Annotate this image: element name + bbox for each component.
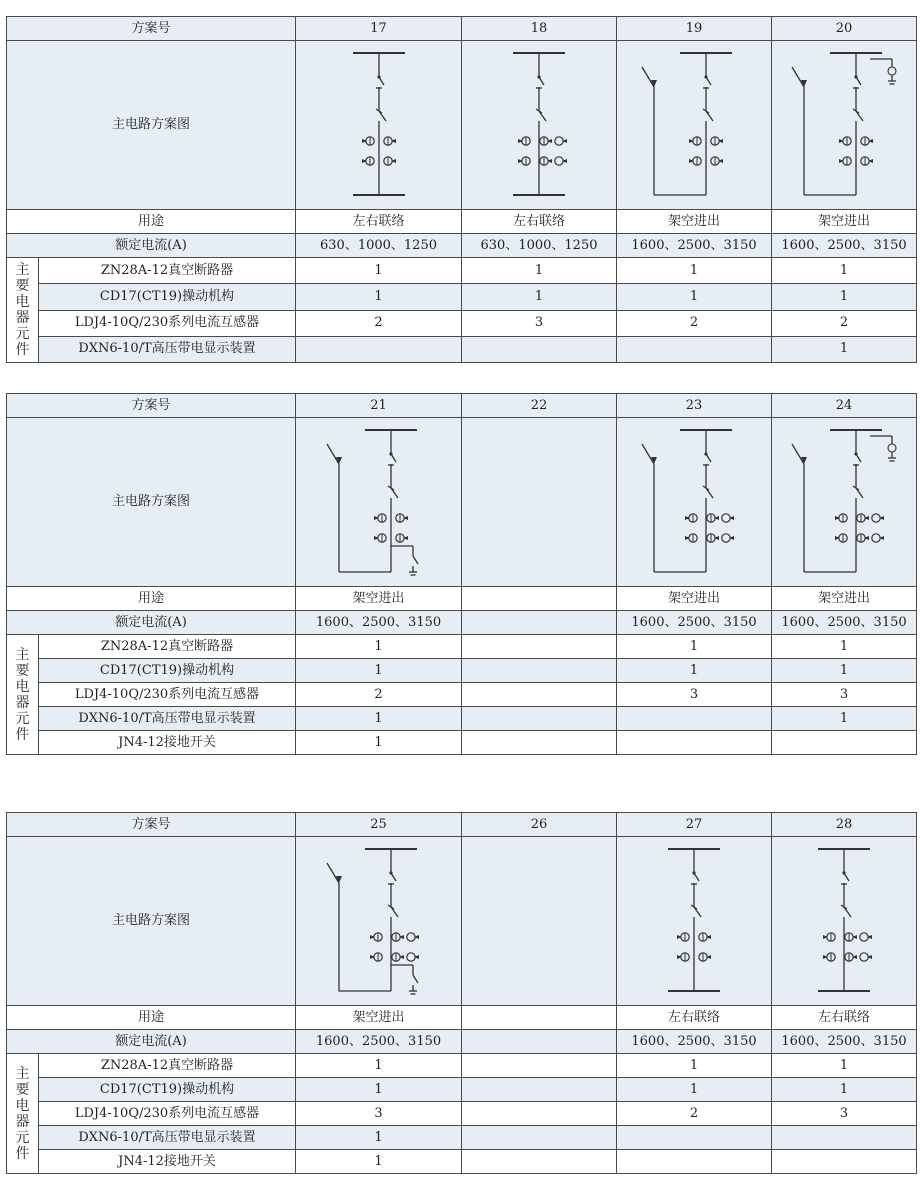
current-transformer-symbol [823, 953, 857, 961]
circuit-diagram [774, 45, 914, 205]
surge-arrester-symbol [642, 67, 657, 87]
component-qty [462, 707, 617, 731]
rated-current-value: 630、1000、1250 [296, 234, 462, 258]
surge-arrester-symbol [792, 67, 807, 87]
rated-current-value: 630、1000、1250 [462, 234, 617, 258]
component-name: LDJ4-10Q/230系列电流互感器 [39, 1102, 296, 1126]
rated-current-value: 1600、2500、3150 [772, 611, 917, 635]
component-qty: 1 [772, 635, 917, 659]
rated-current-value: 1600、2500、3150 [617, 1030, 772, 1054]
circuit-diagram-cell [296, 837, 462, 1006]
component-qty: 3 [296, 1102, 462, 1126]
component-qty [617, 707, 772, 731]
earth-switch-symbol [409, 546, 418, 575]
component-qty [462, 731, 617, 755]
component-qty: 1 [617, 1078, 772, 1102]
circuit-breaker-symbol [376, 105, 386, 127]
usage-row [7, 1006, 917, 1030]
usage-label: 用途 [7, 587, 296, 611]
circuit-breaker-symbol [853, 105, 863, 127]
circuit-diagram [469, 45, 609, 205]
component-qty: 1 [772, 1078, 917, 1102]
rated-current-label: 额定电流(A) [7, 611, 296, 635]
circuit-diagram [624, 422, 764, 582]
circuit-breaker-symbol [388, 901, 398, 923]
scheme-number: 23 [617, 394, 772, 418]
current-transformer-symbol [370, 953, 404, 961]
component-qty [462, 1078, 617, 1102]
component-qty: 3 [772, 683, 917, 707]
current-transformer-symbol [685, 534, 719, 542]
scheme-number: 19 [617, 17, 772, 41]
circuit-breaker-symbol [703, 482, 713, 504]
circuit-diagram [624, 45, 764, 205]
component-qty [462, 683, 617, 707]
component-row [7, 1126, 917, 1150]
component-qty [462, 1150, 617, 1174]
component-qty [617, 731, 772, 755]
circuit-diagram [469, 841, 609, 1001]
component-name: LDJ4-10Q/230系列电流互感器 [39, 683, 296, 707]
component-group-label: 主 要 电 器 元 件 [7, 258, 39, 363]
usage-value: 架空进出 [772, 587, 917, 611]
current-transformer-symbol [406, 953, 418, 961]
component-row [7, 707, 917, 731]
circuit-diagram-cell [617, 41, 772, 210]
usage-value: 左右联络 [617, 1006, 772, 1030]
usage-value: 左右联络 [772, 1006, 917, 1030]
component-qty [617, 1150, 772, 1174]
scheme-number: 25 [296, 813, 462, 837]
circuit-diagram [624, 841, 764, 1001]
usage-value: 架空进出 [617, 587, 772, 611]
scheme-number-label: 方案号 [7, 813, 296, 837]
current-transformer-symbol [823, 933, 857, 941]
component-qty [462, 659, 617, 683]
scheme-number: 21 [296, 394, 462, 418]
component-row [7, 284, 917, 310]
circuit-diagram-cell [462, 41, 617, 210]
component-qty: 1 [296, 731, 462, 755]
circuit-diagram-cell [617, 418, 772, 587]
circuit-breaker-symbol [536, 105, 546, 127]
scheme-number: 28 [772, 813, 917, 837]
circuit-diagram [309, 841, 449, 1001]
rated-current-row [7, 1030, 917, 1054]
component-qty: 1 [296, 1054, 462, 1078]
current-transformer-symbol [835, 534, 869, 542]
component-row [7, 683, 917, 707]
rated-current-value: 1600、2500、3150 [296, 611, 462, 635]
component-row [7, 1150, 917, 1174]
component-qty [462, 1102, 617, 1126]
circuit-diagram [774, 841, 914, 1001]
component-qty: 1 [296, 258, 462, 284]
component-qty: 1 [296, 659, 462, 683]
component-qty: 2 [296, 683, 462, 707]
earth-switch-symbol [409, 965, 418, 994]
circuit-diagram-cell [296, 41, 462, 210]
rated-current-value: 1600、2500、3150 [296, 1030, 462, 1054]
component-name: CD17(CT19)操动机构 [39, 1078, 296, 1102]
component-qty: 1 [296, 284, 462, 310]
usage-label: 用途 [7, 210, 296, 234]
component-name: LDJ4-10Q/230系列电流互感器 [39, 310, 296, 336]
current-transformer-symbol [685, 514, 719, 522]
component-qty [772, 731, 917, 755]
usage-label: 用途 [7, 1006, 296, 1030]
current-transformer-symbol [722, 534, 734, 542]
component-name: DXN6-10/T高压带电显示装置 [39, 336, 296, 362]
circuit-diagram-cell [462, 837, 617, 1006]
circuit-breaker-symbol [388, 482, 398, 504]
current-transformer-symbol [518, 157, 552, 165]
component-qty: 1 [772, 284, 917, 310]
component-row [7, 1102, 917, 1126]
scheme-number: 20 [772, 17, 917, 41]
component-row [7, 336, 917, 362]
component-name: CD17(CT19)操动机构 [39, 659, 296, 683]
component-qty [462, 635, 617, 659]
scheme-number: 27 [617, 813, 772, 837]
component-qty: 1 [296, 635, 462, 659]
circuit-diagram [774, 422, 914, 582]
current-transformer-symbol [872, 514, 884, 522]
component-qty: 3 [617, 683, 772, 707]
component-group-label: 主 要 电 器 元 件 [7, 1054, 39, 1174]
component-qty: 3 [462, 310, 617, 336]
current-transformer-symbol [555, 157, 567, 165]
diagram-label: 主电路方案图 [7, 837, 296, 1006]
scheme-number-label: 方案号 [7, 17, 296, 41]
component-qty: 1 [296, 1126, 462, 1150]
usage-value: 左右联络 [296, 210, 462, 234]
rated-current-value: 1600、2500、3150 [617, 234, 772, 258]
diagram-row [7, 837, 917, 1006]
circuit-diagram-cell [296, 418, 462, 587]
disconnector-symbol [388, 446, 396, 470]
usage-value: 架空进出 [772, 210, 917, 234]
usage-row [7, 210, 917, 234]
component-row [7, 310, 917, 336]
rated-current-value [462, 1030, 617, 1054]
circuit-breaker-symbol [853, 482, 863, 504]
component-qty [462, 1054, 617, 1078]
component-row [7, 731, 917, 755]
component-qty [296, 336, 462, 362]
scheme-number-row [7, 394, 917, 418]
diagram-label: 主电路方案图 [7, 41, 296, 210]
component-qty: 1 [617, 284, 772, 310]
scheme-number: 17 [296, 17, 462, 41]
rated-current-row [7, 234, 917, 258]
component-qty: 1 [296, 1150, 462, 1174]
scheme-table-17-20 [6, 16, 917, 363]
component-qty: 1 [462, 258, 617, 284]
component-name: ZN28A-12真空断路器 [39, 258, 296, 284]
component-row [7, 1078, 917, 1102]
scheme-number-label: 方案号 [7, 394, 296, 418]
component-name: DXN6-10/T高压带电显示装置 [39, 707, 296, 731]
rated-current-label: 额定电流(A) [7, 1030, 296, 1054]
component-group-label: 主 要 电 器 元 件 [7, 635, 39, 755]
scheme-table-21-24 [6, 393, 917, 755]
diagram-row [7, 41, 917, 210]
component-qty: 2 [296, 310, 462, 336]
scheme-number: 22 [462, 394, 617, 418]
circuit-diagram [309, 45, 449, 205]
scheme-number: 26 [462, 813, 617, 837]
scheme-number-row [7, 17, 917, 41]
component-qty: 1 [772, 707, 917, 731]
component-qty: 1 [772, 336, 917, 362]
disconnector-symbol [388, 865, 396, 889]
component-name: JN4-12接地开关 [39, 1150, 296, 1174]
circuit-diagram-cell [772, 41, 917, 210]
circuit-diagram-cell [617, 837, 772, 1006]
usage-value [462, 587, 617, 611]
rated-current-value: 1600、2500、3150 [617, 611, 772, 635]
diagram-label: 主电路方案图 [7, 418, 296, 587]
disconnector-symbol [853, 69, 861, 93]
current-transformer-symbol [555, 137, 567, 145]
live-display-symbol [888, 436, 896, 461]
disconnector-symbol [691, 865, 699, 889]
rated-current-row [7, 611, 917, 635]
disconnector-symbol [853, 446, 861, 470]
current-transformer-symbol [860, 933, 872, 941]
disconnector-symbol [376, 69, 384, 93]
circuit-breaker-symbol [691, 901, 701, 923]
component-qty: 3 [772, 1102, 917, 1126]
diagram-row [7, 418, 917, 587]
scheme-number: 18 [462, 17, 617, 41]
current-transformer-symbol [872, 534, 884, 542]
rated-current-label: 额定电流(A) [7, 234, 296, 258]
component-qty: 2 [772, 310, 917, 336]
component-qty: 1 [296, 707, 462, 731]
component-qty: 1 [617, 1054, 772, 1078]
circuit-breaker-symbol [703, 105, 713, 127]
current-transformer-symbol [370, 933, 404, 941]
disconnector-symbol [703, 446, 711, 470]
component-qty [772, 1150, 917, 1174]
usage-value: 架空进出 [296, 587, 462, 611]
component-qty [617, 1126, 772, 1150]
disconnector-symbol [536, 69, 544, 93]
component-name: JN4-12接地开关 [39, 731, 296, 755]
rated-current-value: 1600、2500、3150 [772, 1030, 917, 1054]
current-transformer-symbol [860, 953, 872, 961]
component-qty: 2 [617, 310, 772, 336]
component-qty: 1 [772, 659, 917, 683]
component-qty: 1 [617, 635, 772, 659]
surge-arrester-symbol [792, 444, 807, 464]
usage-value: 架空进出 [296, 1006, 462, 1030]
disconnector-symbol [703, 69, 711, 93]
component-qty: 1 [462, 284, 617, 310]
component-name: ZN28A-12真空断路器 [39, 1054, 296, 1078]
current-transformer-symbol [406, 933, 418, 941]
current-transformer-symbol [722, 514, 734, 522]
surge-arrester-symbol [642, 444, 657, 464]
component-qty [772, 1126, 917, 1150]
component-qty [462, 1126, 617, 1150]
usage-value: 架空进出 [617, 210, 772, 234]
current-transformer-symbol [518, 137, 552, 145]
component-qty: 1 [617, 258, 772, 284]
disconnector-symbol [841, 865, 849, 889]
scheme-number-row [7, 813, 917, 837]
surge-arrester-symbol [327, 444, 342, 464]
usage-value: 左右联络 [462, 210, 617, 234]
circuit-breaker-symbol [841, 901, 851, 923]
rated-current-value: 1600、2500、3150 [772, 234, 917, 258]
component-qty: 1 [772, 1054, 917, 1078]
component-name: ZN28A-12真空断路器 [39, 635, 296, 659]
scheme-number: 24 [772, 394, 917, 418]
component-qty [462, 336, 617, 362]
component-row [7, 635, 917, 659]
component-row [7, 659, 917, 683]
component-row [7, 1054, 917, 1078]
usage-value [462, 1006, 617, 1030]
component-qty: 1 [296, 1078, 462, 1102]
scheme-table-25-28 [6, 812, 917, 1174]
circuit-diagram [309, 422, 449, 582]
component-name: DXN6-10/T高压带电显示装置 [39, 1126, 296, 1150]
rated-current-value [462, 611, 617, 635]
live-display-symbol [888, 59, 896, 84]
component-qty: 1 [772, 258, 917, 284]
current-transformer-symbol [835, 514, 869, 522]
usage-row [7, 587, 917, 611]
circuit-diagram-cell [462, 418, 617, 587]
surge-arrester-symbol [327, 863, 342, 883]
component-qty: 1 [617, 659, 772, 683]
component-row [7, 258, 917, 284]
component-qty [617, 336, 772, 362]
component-qty: 2 [617, 1102, 772, 1126]
circuit-diagram-cell [772, 837, 917, 1006]
circuit-diagram-cell [772, 418, 917, 587]
circuit-diagram [469, 422, 609, 582]
component-name: CD17(CT19)操动机构 [39, 284, 296, 310]
